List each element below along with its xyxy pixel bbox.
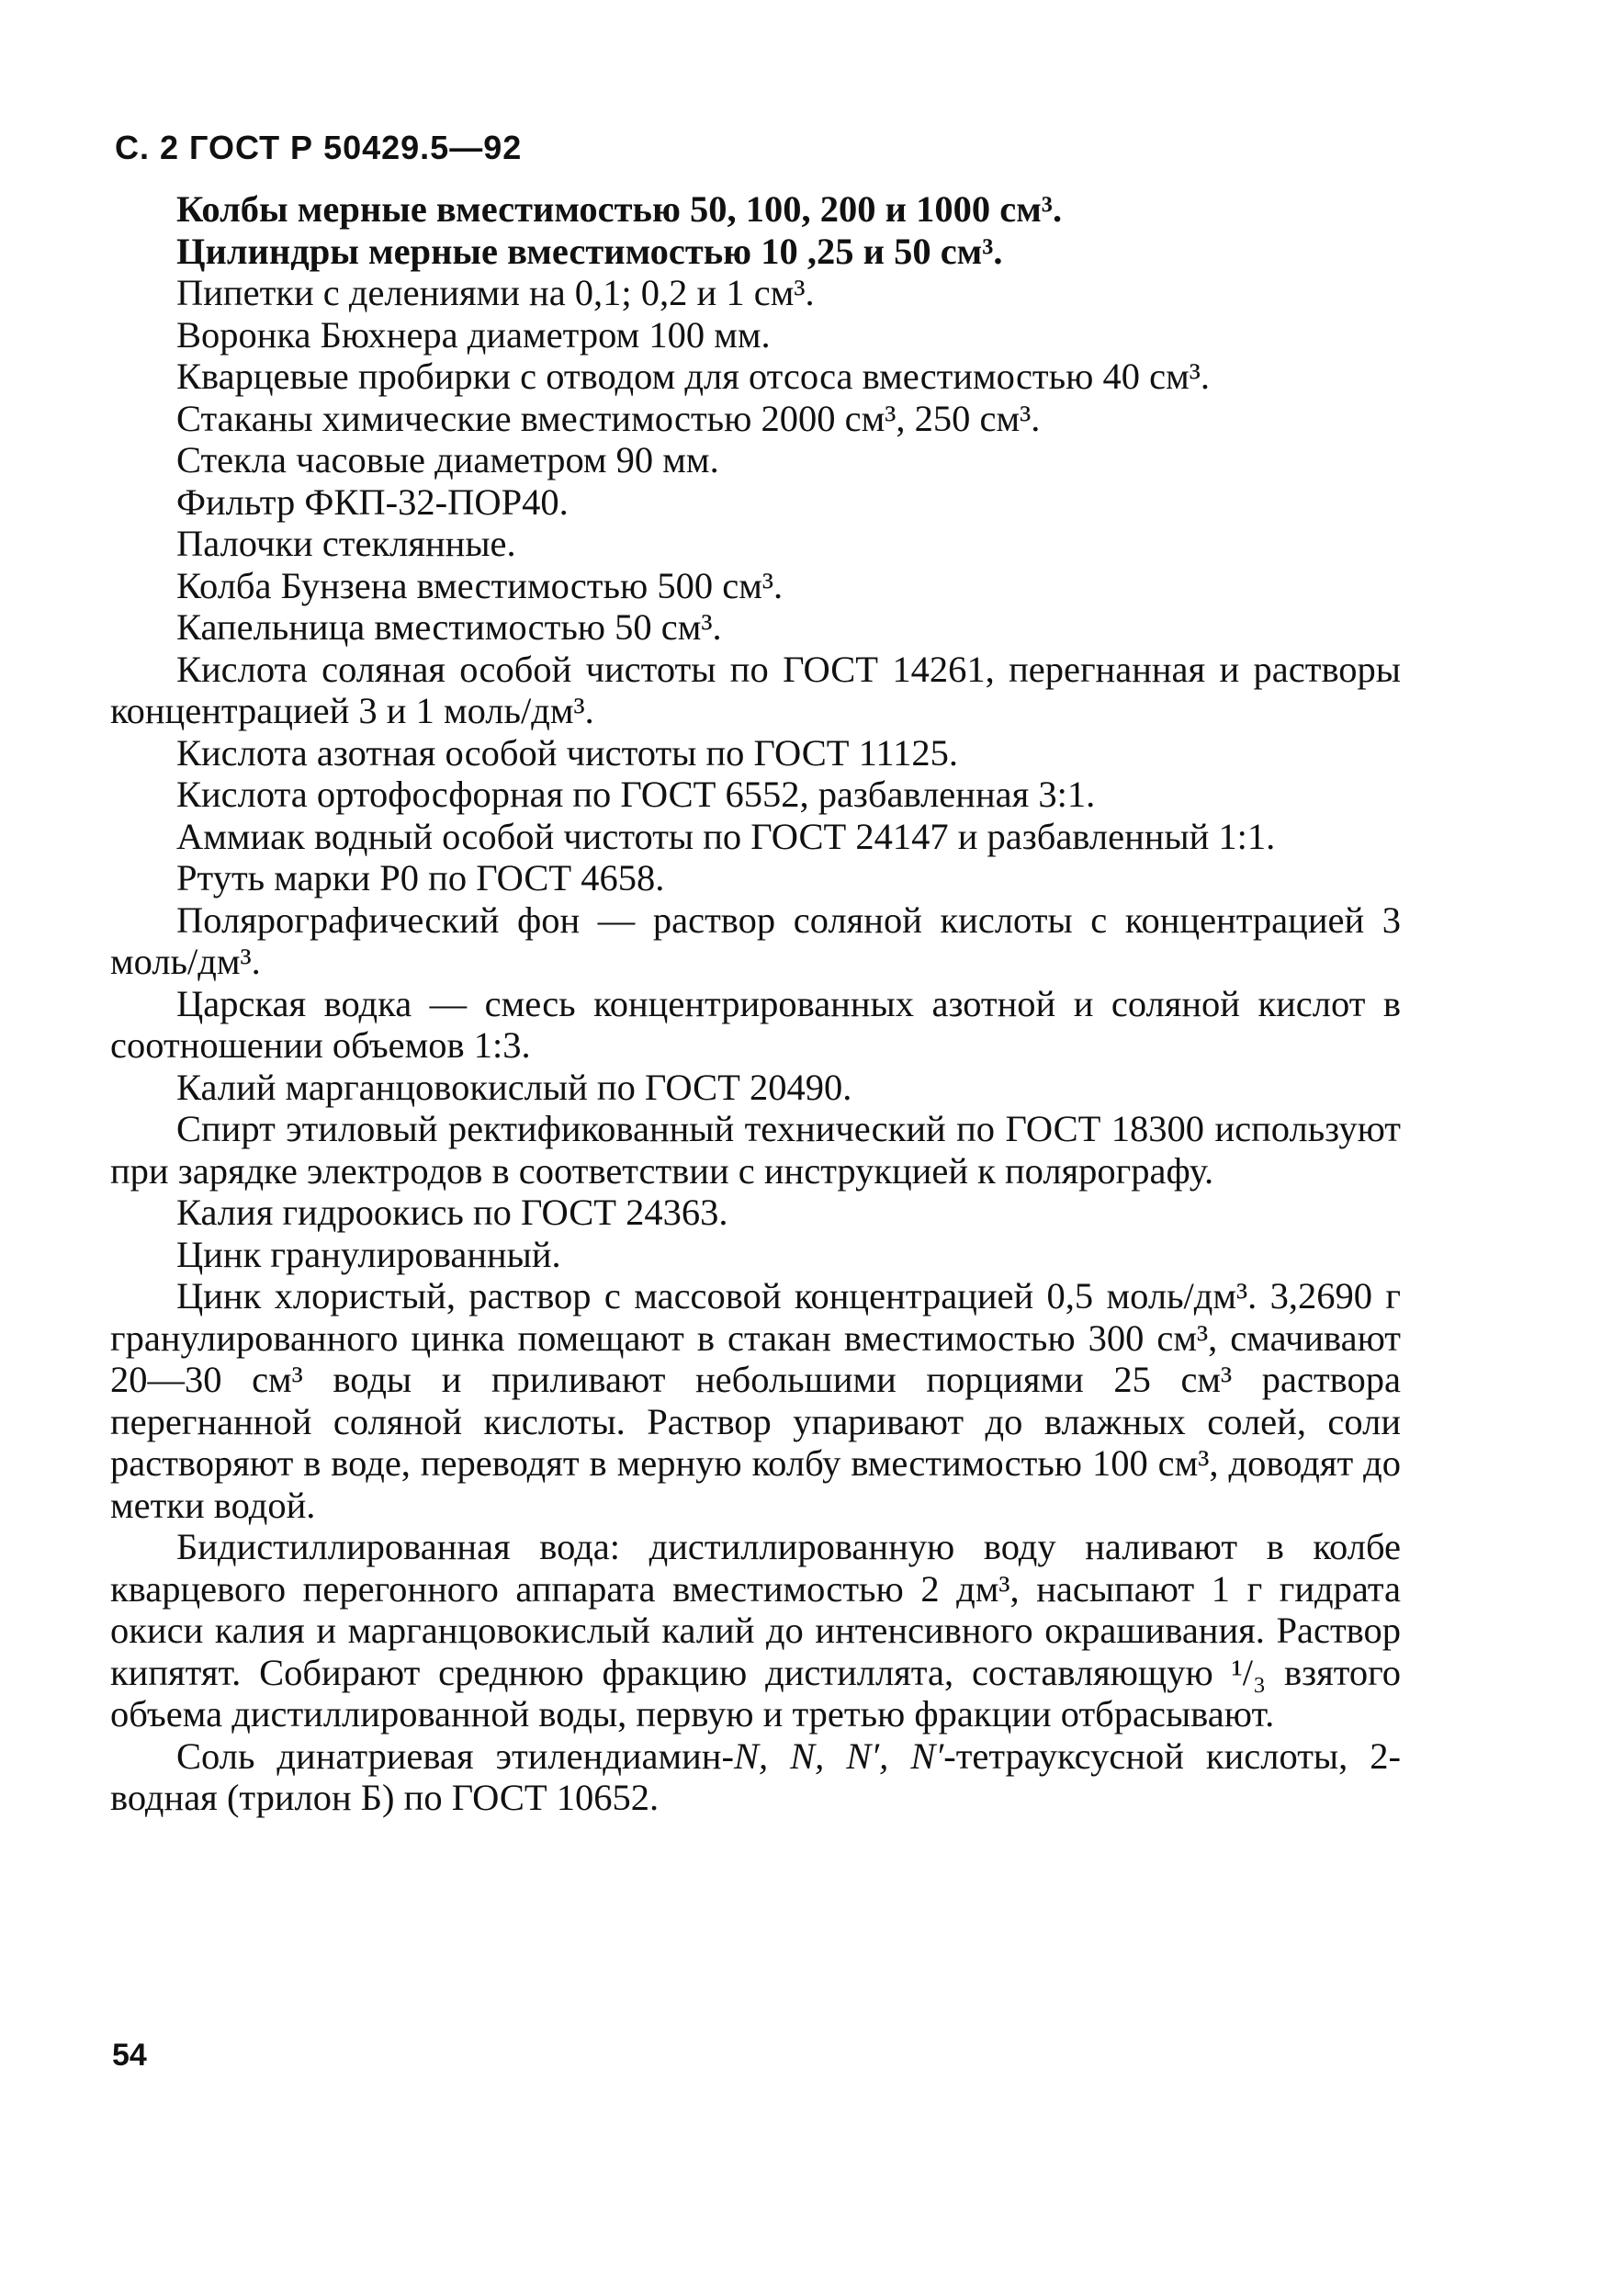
paragraph: Капельница вместимостью 50 см³. xyxy=(176,606,722,648)
paragraph: Бидистиллированная вода: дистиллированную воду наливают в колбе кварцевого перегонного аппарата вместимостью 2 дм³, насыпают 1 г гидрата окиси калия и марганцовокислый калий до интенсивного окрашивания. Раствор кипятят. Собирают среднюю фракцию дистиллята, составляющую ¹/₃ взятого объема дистиллированной воды, первую и третью фракции отбрасывают. xyxy=(110,1526,1401,1735)
paragraph: Цилиндры мерные вместимостью 10 ,25 и 50 см³. xyxy=(176,230,1003,272)
paragraph: Колба Бунзена вместимостью 500 см³. xyxy=(176,564,784,606)
page-number: 54 xyxy=(112,2038,147,2073)
paragraph: Стаканы химические вместимостью 2000 см³, 250 см³. xyxy=(176,397,1041,439)
text-run: Соль динатриевая этилендиамин- xyxy=(176,1735,734,1777)
paragraph: Кварцевые пробирки с отводом для отсоса вместимостью 40 см³. xyxy=(176,356,1210,397)
text-run: -тетрауксусной кислоты, 2-водная (трилон Б) по ГОСТ 10652. xyxy=(110,1735,1401,1818)
paragraph: Стекла часовые диаметром 90 мм. xyxy=(176,439,719,480)
paragraph: Палочки стеклянные. xyxy=(176,523,516,564)
paragraph: Калий марганцовокислый по ГОСТ 20490. xyxy=(176,1066,852,1108)
document-body xyxy=(110,188,1401,1819)
paragraph: Цинк хлористый, раствор с массовой концентрацией 0,5 моль/дм³. 3,2690 г гранулированного цинка помещают в стакан вместимостью 300 см³, смачивают 20—30 см³ воды и приливают небольшими порциями 25 см³ раствора перегнанной соляной кислоты. Раствор упаривают до влажных солей, соли растворяют в воде, переводят в мерную колбу вместимостью 100 см³, доводят до метки водой. xyxy=(110,1275,1401,1526)
paragraph: Полярографический фон — раствор соляной кислоты с концентрацией 3 моль/дм³. xyxy=(110,898,1401,982)
paragraph: Калия гидроокись по ГОСТ 24363. xyxy=(176,1192,728,1233)
page-header: С. 2 ГОСТ Р 50429.5—92 xyxy=(115,129,523,166)
paragraph: Кислота ортофосфорная по ГОСТ 6552, разбавленная 3:1. xyxy=(176,774,1096,815)
paragraph: Цинк гранулированный. xyxy=(176,1233,561,1275)
paragraph: Фильтр ФКП-32-ПОР40. xyxy=(176,480,569,523)
paragraph: Кислота азотная особой чистоты по ГОСТ 11125. xyxy=(176,731,958,774)
paragraph: Воронка Бюхнера диаметром 100 мм. xyxy=(176,313,771,356)
italic-run: N, N, N′, N′ xyxy=(733,1735,944,1777)
paragraph-last xyxy=(110,1735,1401,1819)
paragraph: Спирт этиловый ректификованный технический по ГОСТ 18300 используют при зарядке электродов в соответствии с инструкцией к полярографу. xyxy=(110,1108,1401,1192)
paragraph: Аммиак водный особой чистоты по ГОСТ 24147 и разбавленный 1:1. xyxy=(176,815,1276,857)
paragraph: Пипетки с делениями на 0,1; 0,2 и 1 см³. xyxy=(176,272,815,313)
paragraph: Ртуть марки Р0 по ГОСТ 4658. xyxy=(176,857,665,898)
paragraph: Кислота соляная особой чистоты по ГОСТ 14261, перегнанная и растворы концентрацией 3 и 1 моль/дм³. xyxy=(110,648,1401,731)
paragraph: Колбы мерные вместимостью 50, 100, 200 и 1000 см³. xyxy=(176,188,1063,230)
paragraph: Царская водка — смесь концентрированных азотной и соляной кислот в соотношении объемов 1:3. xyxy=(110,982,1401,1066)
